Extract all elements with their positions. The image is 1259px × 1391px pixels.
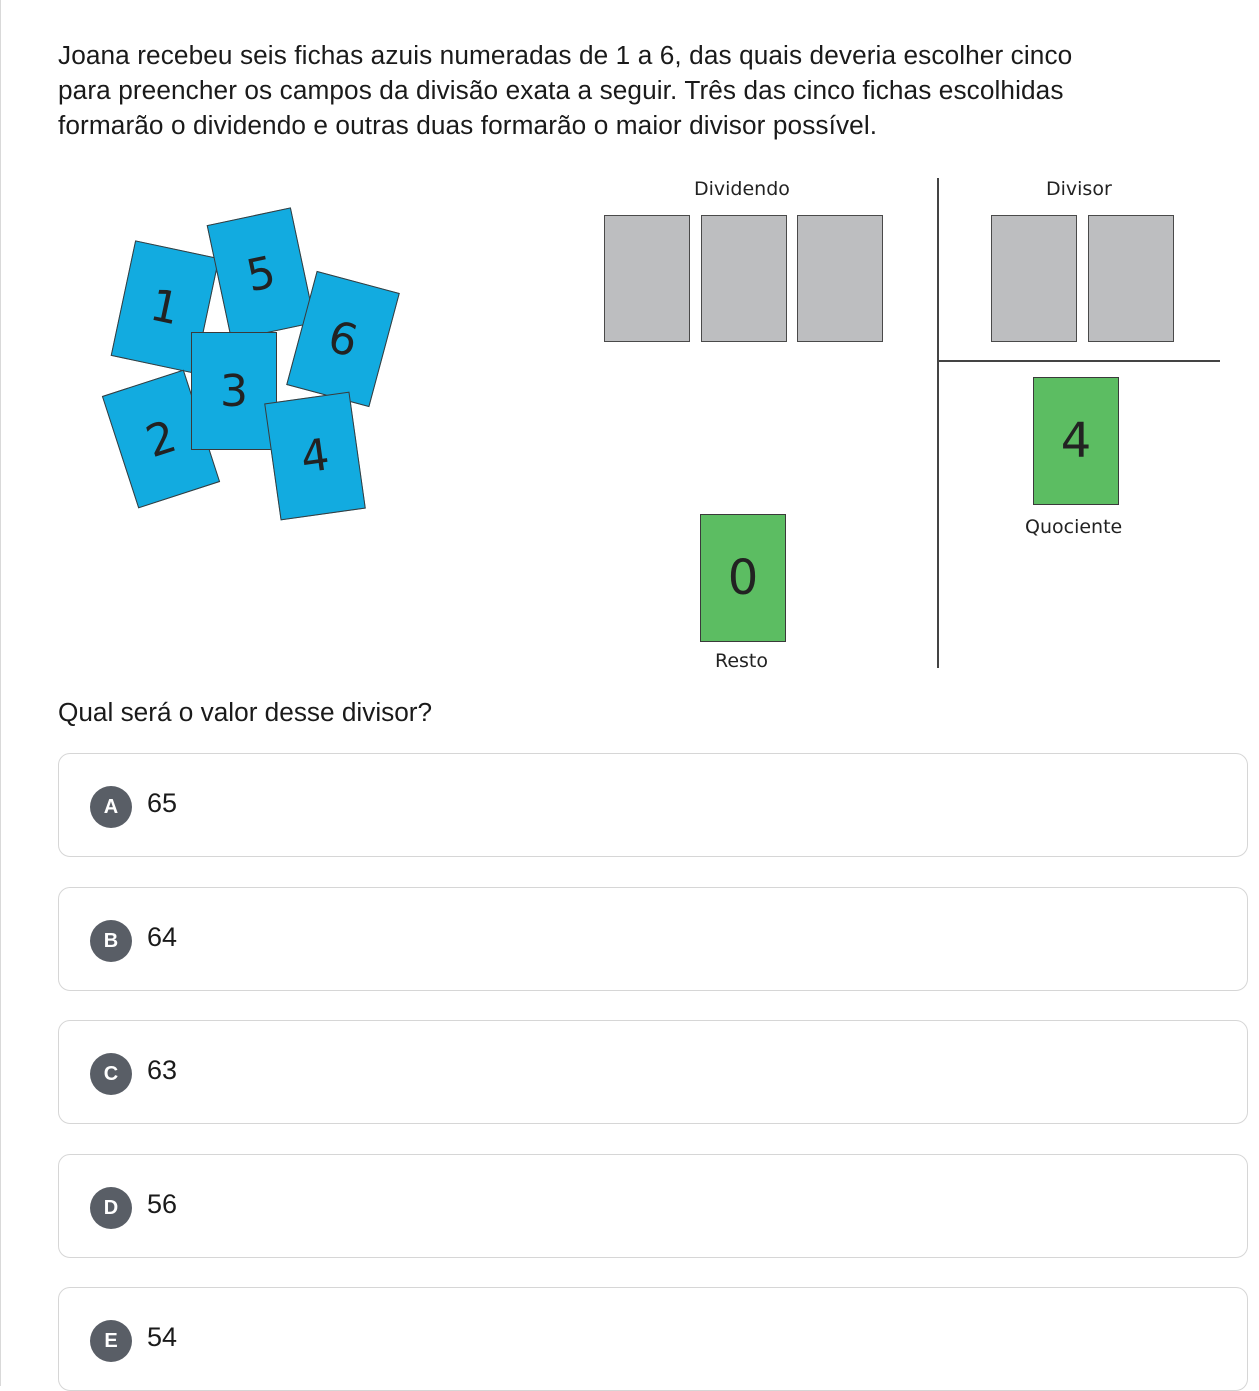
option-e[interactable] bbox=[58, 1287, 1248, 1391]
option-letter-badge: B bbox=[90, 920, 132, 962]
remainder-label: Resto bbox=[715, 650, 769, 672]
dividend-slot-3[interactable] bbox=[797, 215, 883, 342]
card-3: 3 bbox=[191, 332, 277, 450]
dividend-label: Dividendo bbox=[694, 178, 790, 200]
quotient-box: 4 bbox=[1033, 377, 1119, 505]
statement-line-1: Joana recebeu seis fichas azuis numeradas de 1 a 6, das quais deveria escolher cinco bbox=[58, 40, 1073, 70]
quotient-label: Quociente bbox=[1025, 516, 1123, 538]
option-value: 63 bbox=[147, 1055, 178, 1085]
option-a[interactable] bbox=[58, 753, 1248, 857]
option-d[interactable] bbox=[58, 1154, 1248, 1258]
dividend-slot-1[interactable] bbox=[604, 215, 690, 342]
question-text: Qual será o valor desse divisor? bbox=[58, 697, 433, 727]
option-letter-badge: C bbox=[90, 1053, 132, 1095]
card-2: 2 bbox=[102, 370, 220, 509]
option-b[interactable] bbox=[58, 887, 1248, 991]
card-1: 1 bbox=[111, 240, 220, 373]
card-5: 5 bbox=[207, 207, 316, 340]
division-horizontal-line bbox=[938, 360, 1220, 362]
card-6: 6 bbox=[286, 271, 400, 407]
option-letter-badge: E bbox=[90, 1320, 132, 1362]
division-figure bbox=[0, 160, 1259, 680]
option-letter-badge: A bbox=[90, 786, 132, 828]
card-4: 4 bbox=[264, 392, 366, 521]
divisor-slot-2[interactable] bbox=[1088, 215, 1174, 342]
option-letter-badge: D bbox=[90, 1187, 132, 1229]
option-value: 54 bbox=[147, 1322, 178, 1352]
divisor-label: Divisor bbox=[1046, 178, 1112, 200]
statement-line-2: para preencher os campos da divisão exata a seguir. Três das cinco fichas escolhidas bbox=[58, 75, 1064, 105]
remainder-box: 0 bbox=[700, 514, 786, 642]
problem-statement bbox=[58, 38, 1253, 143]
option-value: 56 bbox=[147, 1189, 178, 1219]
option-value: 65 bbox=[147, 788, 178, 818]
statement-line-3: formarão o dividendo e outras duas formarão o maior divisor possível. bbox=[58, 110, 878, 140]
division-vertical-line bbox=[937, 178, 939, 668]
option-value: 64 bbox=[147, 922, 178, 952]
dividend-slot-2[interactable] bbox=[701, 215, 787, 342]
divisor-slot-1[interactable] bbox=[991, 215, 1077, 342]
option-c[interactable] bbox=[58, 1020, 1248, 1124]
